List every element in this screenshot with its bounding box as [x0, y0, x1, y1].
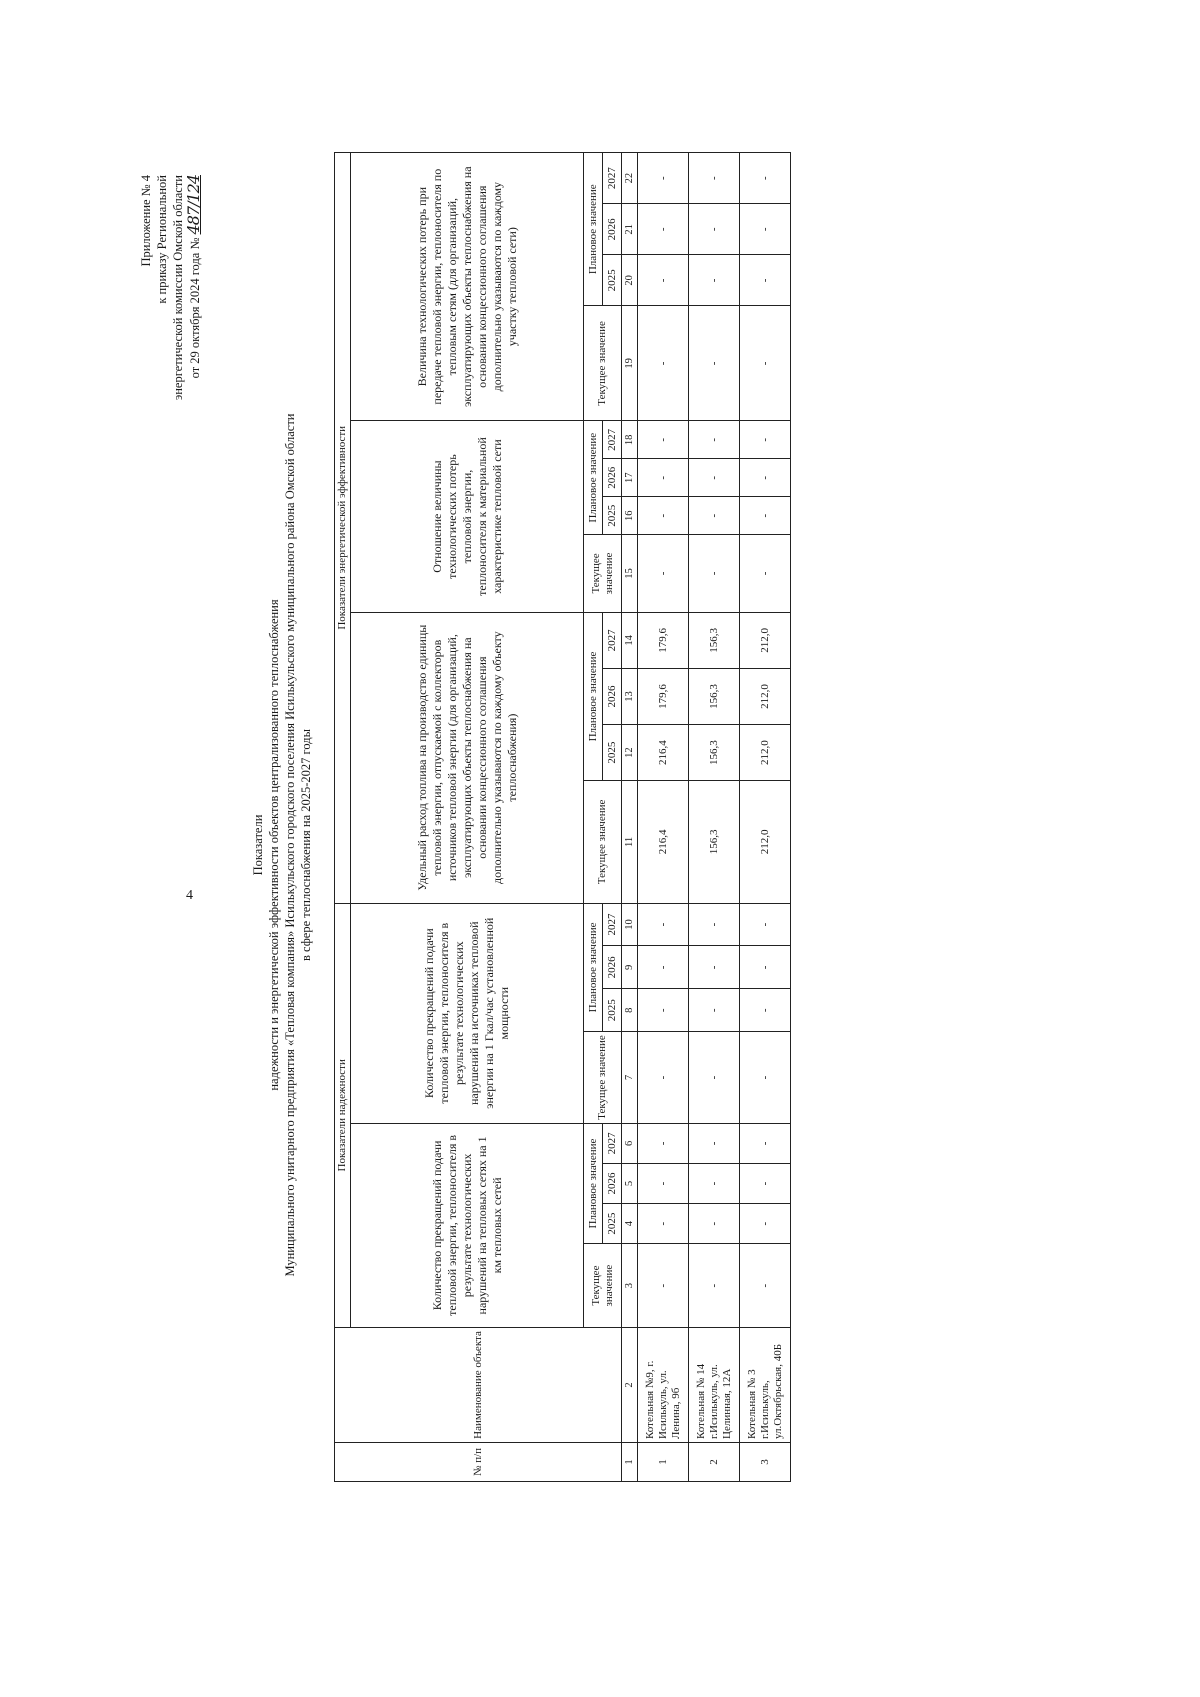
header-object-name: Наименование объекта [335, 1328, 622, 1443]
table-cell: - [689, 421, 740, 459]
current-value-header: Текущее значение [584, 535, 622, 613]
year-header: 2025 [603, 725, 622, 781]
table-cell: - [638, 1163, 689, 1203]
year-header: 2027 [603, 612, 622, 668]
current-value-header: Текущее значение [584, 1244, 622, 1328]
table-cell: - [740, 1244, 791, 1328]
handwritten-order-number: 487/124 [184, 175, 203, 235]
column-number: 4 [622, 1204, 638, 1244]
table-cell: - [689, 903, 740, 946]
header-line-4 [186, 175, 203, 415]
table-cell: - [638, 1123, 689, 1163]
current-value-header: Текущее значение [584, 781, 622, 903]
column-number: 8 [622, 989, 638, 1032]
table-cell: 156,3 [689, 668, 740, 724]
table-cell: 212,0 [740, 781, 791, 903]
table-cell: 216,4 [638, 725, 689, 781]
column-number: 16 [622, 497, 638, 535]
table-cell: 216,4 [638, 781, 689, 903]
table-cell: - [689, 535, 740, 613]
title-line-2: надежности и энергетической эффективности объектов централизованного теплоснабжения [267, 599, 281, 1091]
year-header: 2026 [603, 204, 622, 255]
table-cell: - [740, 153, 791, 204]
column-number: 15 [622, 535, 638, 613]
column-number: 21 [622, 204, 638, 255]
indicator-5-header: Величина технологических потерь при передаче тепловой энергии, теплоносителя по тепловым сетям (для организаций, эксплуатирующих объекты теплоснабжения на основании концессионного соглашения дополнительно указываются по каждому участку тепловой сети) [351, 153, 584, 421]
table-cell: - [638, 1032, 689, 1124]
column-number: 9 [622, 946, 638, 989]
year-header: 2027 [603, 903, 622, 946]
object-name: Котельная № 3 г.Исилькуль, ул.Октябрьская, 40Б [740, 1328, 791, 1443]
table-cell: - [638, 535, 689, 613]
table-cell: - [689, 153, 740, 204]
table-cell: - [689, 1244, 740, 1328]
year-header: 2027 [603, 1123, 622, 1163]
column-number: 11 [622, 781, 638, 903]
column-number: 18 [622, 421, 638, 459]
table-cell: - [638, 989, 689, 1032]
table-cell: - [689, 459, 740, 497]
column-number: 12 [622, 725, 638, 781]
column-number: 14 [622, 612, 638, 668]
table-cell: 179,6 [638, 612, 689, 668]
table-cell: - [689, 946, 740, 989]
column-number: 3 [622, 1244, 638, 1328]
indicator-2-header: Количество прекращений подачи тепловой энергии, теплоносителя в результате технологических нарушений на источниках тепловой энергии на 1 Гкал/час установленной мощности [351, 903, 584, 1123]
group-reliability: Показатели надежности [335, 903, 351, 1327]
column-number: 13 [622, 668, 638, 724]
table-cell: - [689, 989, 740, 1032]
header-line-1: Приложение № 4 [139, 175, 153, 267]
table-cell: 212,0 [740, 612, 791, 668]
table-cell: - [638, 946, 689, 989]
table-cell: - [689, 1204, 740, 1244]
table-cell: 156,3 [689, 725, 740, 781]
rotated-document-sheet [120, 125, 1150, 1595]
column-number: 2 [622, 1328, 638, 1443]
planned-value-header: Плановое значение [584, 421, 603, 535]
table-cell: - [638, 255, 689, 306]
year-header: 2025 [603, 989, 622, 1032]
page-number: 4 [186, 888, 193, 903]
table-cell: - [638, 421, 689, 459]
year-header: 2026 [603, 946, 622, 989]
row-index: 1 [638, 1443, 689, 1482]
table-cell: 212,0 [740, 725, 791, 781]
table-cell: - [740, 1032, 791, 1124]
title-line-3: Муниципального унитарного предприятия «Тепловая компания» Исилькульского городского поселения Исилькульского муниципального района Омской области [283, 413, 297, 1277]
year-header: 2025 [603, 1204, 622, 1244]
document-title [250, 345, 314, 1345]
current-value-header: Текущее значение [584, 1032, 622, 1124]
table-cell: - [638, 459, 689, 497]
planned-value-header: Плановое значение [584, 1123, 603, 1243]
table-cell: - [689, 1123, 740, 1163]
column-number: 19 [622, 306, 638, 421]
column-number: 22 [622, 153, 638, 204]
column-number: 5 [622, 1163, 638, 1203]
object-name: Котельная №9, г. Исилькуль, ул. Ленина, 9б [638, 1328, 689, 1443]
table-cell: - [638, 153, 689, 204]
table-cell: 179,6 [638, 668, 689, 724]
row-index: 2 [689, 1443, 740, 1482]
title-line-1: Показатели [251, 814, 265, 876]
table-cell: - [740, 459, 791, 497]
indicator-3-header: Удельный расход топлива на производство единицы тепловой энергии, отпускаемой с коллекторов источников тепловой энергии (для организаций, эксплуатирующих объекты теплоснабжения на основании концессионного соглашения дополнительно указываются по каждому объекту теплоснабжения) [351, 612, 584, 903]
column-number: 1 [622, 1443, 638, 1482]
current-value-header: Текущее значение [584, 306, 622, 421]
table-cell: - [638, 497, 689, 535]
table-cell: - [689, 255, 740, 306]
table-row [689, 153, 740, 1482]
planned-value-header: Плановое значение [584, 153, 603, 306]
year-header: 2026 [603, 459, 622, 497]
table-cell: - [638, 1244, 689, 1328]
header-line-3: энергетической комиссии Омской области [171, 175, 185, 401]
table-row [638, 153, 689, 1482]
table-cell: - [638, 903, 689, 946]
column-number: 17 [622, 459, 638, 497]
indicator-1-header: Количество прекращений подачи тепловой энергии, теплоносителя в результате технологических нарушений на тепловых сетях на 1 км тепловых сетей [351, 1123, 584, 1327]
planned-value-header: Плановое значение [584, 612, 603, 781]
column-numbers-row [622, 153, 638, 1482]
table-cell: - [638, 306, 689, 421]
table-cell: - [689, 306, 740, 421]
year-header: 2025 [603, 255, 622, 306]
table-cell: - [740, 946, 791, 989]
table-cell: - [638, 1204, 689, 1244]
table-cell: - [740, 497, 791, 535]
table-cell: - [740, 1123, 791, 1163]
indicators-table [334, 152, 791, 1482]
column-number: 10 [622, 903, 638, 946]
table-cell: - [740, 903, 791, 946]
table-cell: - [638, 204, 689, 255]
table-cell: - [689, 204, 740, 255]
table-cell: - [740, 1163, 791, 1203]
table-cell: - [740, 989, 791, 1032]
title-line-4: в сфере теплоснабжения на 2025-2027 годы [299, 728, 313, 962]
appendix-header [138, 175, 203, 415]
year-header: 2027 [603, 421, 622, 459]
table-cell: - [689, 497, 740, 535]
table-cell: - [740, 306, 791, 421]
table-cell: 156,3 [689, 612, 740, 668]
year-header: 2026 [603, 668, 622, 724]
planned-value-header: Плановое значение [584, 903, 603, 1032]
table-cell: 156,3 [689, 781, 740, 903]
column-number: 6 [622, 1123, 638, 1163]
table-cell: - [740, 535, 791, 613]
table-cell: - [740, 255, 791, 306]
year-header: 2026 [603, 1163, 622, 1203]
header-line-2: к приказу Региональной [155, 175, 169, 304]
table-row [740, 153, 791, 1482]
table-cell: - [740, 421, 791, 459]
header-index: № п/п [335, 1443, 622, 1482]
table-cell: - [740, 1204, 791, 1244]
object-name: Котельная № 14 г.Исилькуль, ул. Целинная, 12А [689, 1328, 740, 1443]
year-header: 2027 [603, 153, 622, 204]
row-index: 3 [740, 1443, 791, 1482]
group-efficiency: Показатели энергетической эффективности [335, 153, 351, 904]
column-number: 20 [622, 255, 638, 306]
table-cell: - [689, 1163, 740, 1203]
header-date-text: от 29 октября 2024 года № [188, 237, 202, 379]
year-header: 2025 [603, 497, 622, 535]
table-cell: - [740, 204, 791, 255]
column-number: 7 [622, 1032, 638, 1124]
indicator-4-header: Отношение величины технологических потерь тепловой энергии, теплоносителя к материальной характеристике тепловой сети [351, 421, 584, 612]
table-cell: - [689, 1032, 740, 1124]
table-cell: 212,0 [740, 668, 791, 724]
